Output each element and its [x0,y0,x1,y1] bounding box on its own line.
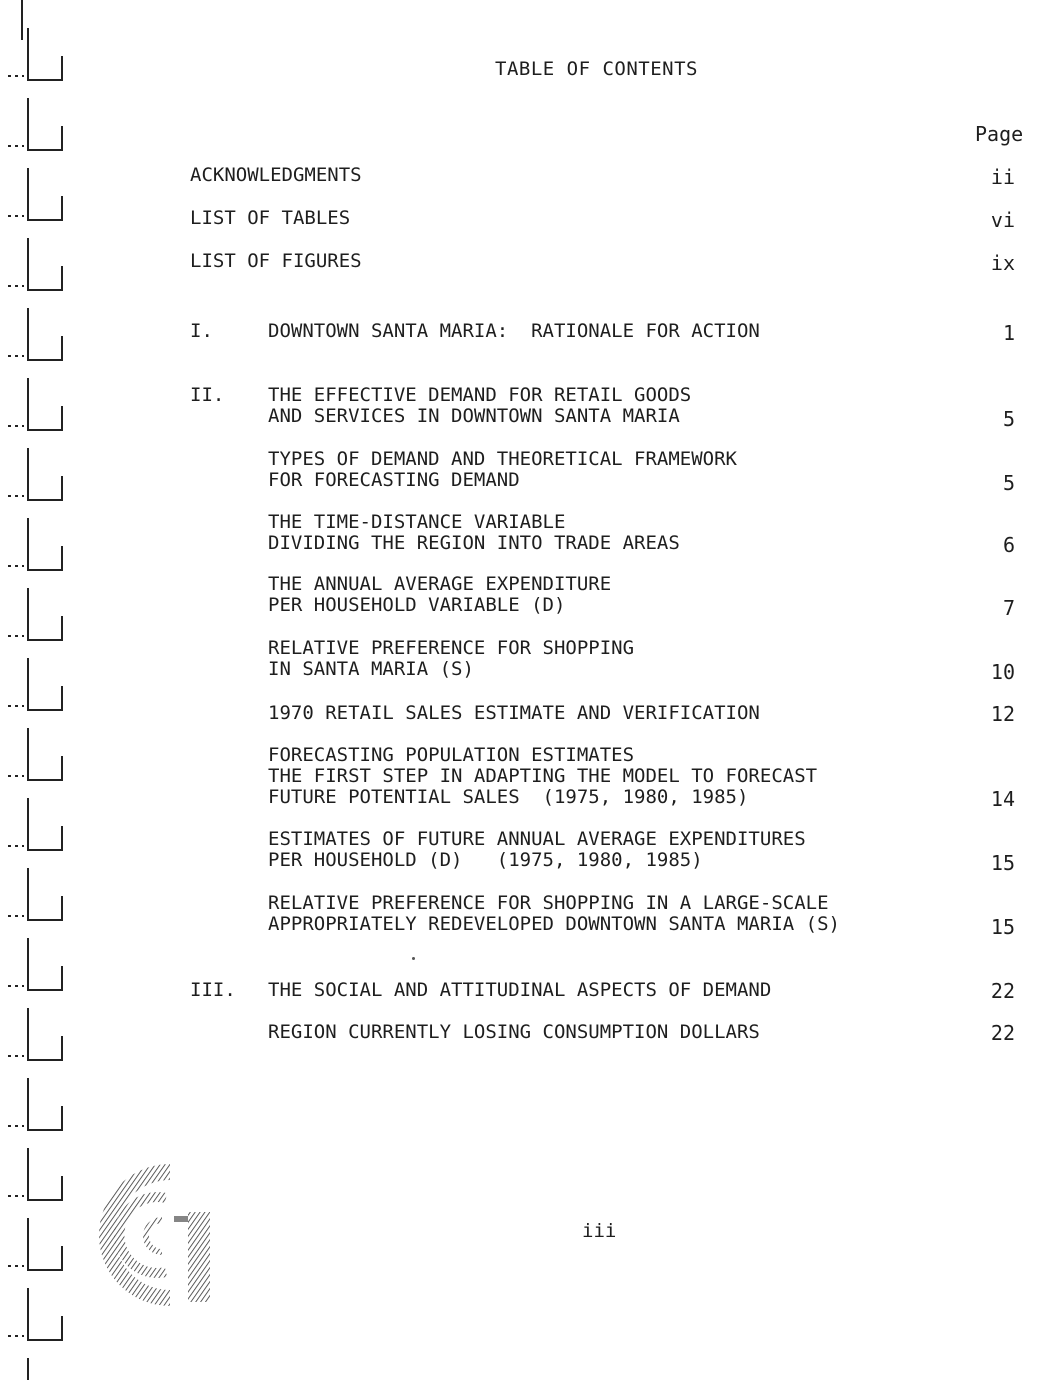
toc-entry-acknowledgments: ACKNOWLEDGMENTS [190,164,362,186]
binding-loop [28,518,62,570]
toc-section-page: 15 [990,915,1015,939]
toc-section: RELATIVE PREFERENCE FOR SHOPPING IN SANTA MARIA (S) [268,637,635,680]
toc-section: FORECASTING POPULATION ESTIMATES THE FIRST STEP IN ADAPTING THE MODEL TO FORECAST FUTURE POTENTIAL SALES (1975, 1980, 1985) [268,744,818,808]
binding-loop [28,168,62,220]
binding-loop [28,1078,62,1130]
toc-page-list-of-figures: ix [990,251,1015,275]
binding-loop [28,448,62,500]
toc-entry-list-of-figures: LIST OF FIGURES [190,250,362,272]
binding-loop [28,378,62,430]
binding-loop [28,588,62,640]
binding-loop [28,798,62,850]
chapter-title: DOWNTOWN SANTA MARIA: RATIONALE FOR ACTION [268,320,760,342]
toc-section: THE TIME-DISTANCE VARIABLE DIVIDING THE REGION INTO TRADE AREAS [268,511,680,554]
toc-section: RELATIVE PREFERENCE FOR SHOPPING IN A LARGE-SCALE APPROPRIATELY REDEVELOPED DOWNTOWN SANTA MARIA (S) [268,892,840,935]
chapter-title: THE EFFECTIVE DEMAND FOR RETAIL GOODS AND SERVICES IN DOWNTOWN SANTA MARIA [268,384,692,427]
page-column-header: Page [975,122,1024,146]
chapter-page: 22 [990,979,1015,1003]
toc-section: REGION CURRENTLY LOSING CONSUMPTION DOLLARS [268,1021,760,1043]
binding-loop [28,1218,62,1270]
binding-loop [28,1288,62,1340]
binding-loop [28,1008,62,1060]
toc-section-page: 12 [990,702,1015,726]
toc-section-page: 22 [990,1021,1015,1045]
chapter-title: THE SOCIAL AND ATTITUDINAL ASPECTS OF DEMAND [268,979,772,1001]
toc-page-list-of-tables: vi [990,208,1015,232]
binding-loop [28,728,62,780]
toc-section: ESTIMATES OF FUTURE ANNUAL AVERAGE EXPENDITURES PER HOUSEHOLD (D) (1975, 1980, 1985) [268,828,806,871]
binding-loop [28,308,62,360]
publisher-logo-icon [70,1160,220,1310]
chapter-numeral: II. [190,384,225,406]
toc-section-page: 10 [990,660,1015,684]
binding-loop [28,658,62,710]
binding-loop [28,938,62,990]
toc-entry-list-of-tables: LIST OF TABLES [190,207,351,229]
toc-section: THE ANNUAL AVERAGE EXPENDITURE PER HOUSEHOLD VARIABLE (D) [268,573,612,616]
chapter-page: 1 [1002,321,1015,345]
binding-loop [28,28,62,80]
toc-section-page: 7 [1002,596,1015,620]
binding-loop [28,98,62,150]
toc-section-page: 14 [990,787,1015,811]
binding-loop [28,1358,62,1380]
toc-section: 1970 RETAIL SALES ESTIMATE AND VERIFICATION [268,702,760,724]
toc-section-page: 5 [1002,471,1015,495]
ink-speck [412,957,415,960]
toc-section: TYPES OF DEMAND AND THEORETICAL FRAMEWORK FOR FORECASTING DEMAND [268,448,737,491]
page-title: TABLE OF CONTENTS [495,58,698,80]
chapter-page: 5 [1002,407,1015,431]
chapter-numeral: I. [190,320,213,342]
toc-section-page: 6 [1002,533,1015,557]
binding-loop [28,238,62,290]
chapter-numeral: III. [190,979,236,1001]
toc-section-page: 15 [990,851,1015,875]
footer-page-number: iii [582,1220,617,1242]
toc-page-acknowledgments: ii [990,165,1015,189]
binding-loop [28,868,62,920]
binding-loop [28,1148,62,1200]
